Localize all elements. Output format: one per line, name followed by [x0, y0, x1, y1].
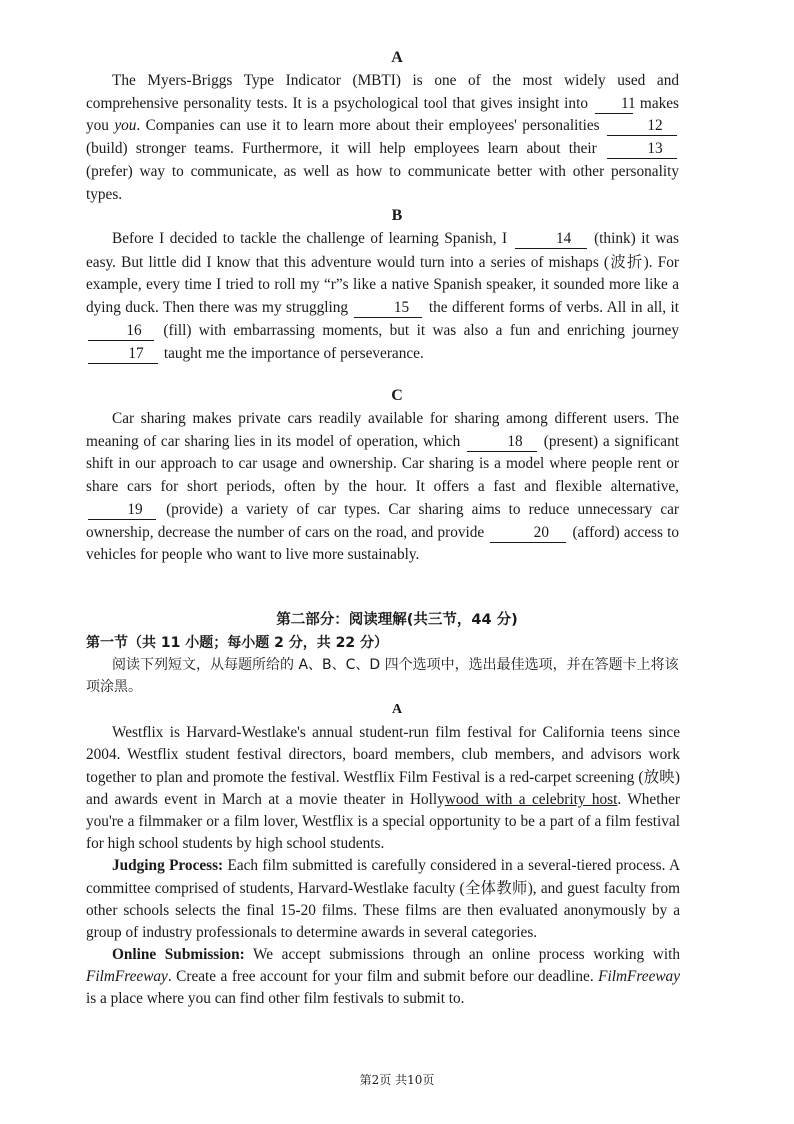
section-c-passage — [86, 408, 679, 567]
passage-a-p3 — [86, 944, 680, 1010]
text: (fill) with embarrassing moments, but it was also a fun and enriching journey — [156, 321, 679, 339]
text: Westflix is Harvard-Westlake's annual student-run film festival for California teens since 2004. Westflix student festival directors, board members, club members, and advisors work together to plan and promote the festival. Westflix Film Festival is a red-carpet screening ( — [86, 724, 680, 786]
blank-20[interactable]: 20 — [490, 524, 566, 543]
part2-title: 第二部分：阅读理解(共三节，44 分) — [276, 612, 518, 628]
text: The Myers-Briggs Type Indicator (MBTI) is one of the most widely used and comprehensive personality tests. It is a psychological tool that gives insight into — [86, 72, 679, 112]
blank-13[interactable]: 13 — [607, 140, 677, 159]
blank-17[interactable]: 17 — [88, 345, 158, 364]
text: makes you — [86, 94, 679, 135]
blank-11[interactable]: 11 — [595, 95, 633, 114]
text: We accept submissions through an online process working with — [244, 946, 680, 963]
section-b-passage — [86, 228, 679, 365]
blank-16[interactable]: 16 — [88, 322, 154, 341]
blank-18[interactable]: 18 — [467, 433, 537, 452]
text-cn: 波折 — [609, 252, 644, 271]
text-italic: you — [114, 117, 137, 135]
text: Each film submitted is carefully considered in a several-tiered process. A committee comprised of students, Harvard-Westlake faculty ( — [86, 857, 680, 897]
blank-15[interactable]: 15 — [354, 299, 422, 318]
page-footer: 第2页 共10页 — [359, 1073, 435, 1087]
text-italic: FilmFreeway — [86, 968, 168, 985]
text: ), and guest faculty from other schools selects the final 15-20 films. These films are then evaluated anonymously by a group of industry professionals to determine awards in several categories. — [86, 880, 680, 941]
text: Car sharing makes private cars readily available for sharing among different users. The meaning of car sharing lies in its model of operation, which — [86, 410, 679, 450]
text: . Companies can use it to learn more about their employees' personalities — [136, 117, 605, 135]
part2-instructions — [86, 632, 679, 698]
text-cn: 放映 — [643, 768, 675, 786]
text: (present) a significant shift in our approach to car usage and ownership. Car sharing is a model where people rent or share cars for short periods, often by the hour. It offers a fast and flexible alternative, — [86, 432, 679, 496]
text: taught me the importance of perseverance. — [160, 344, 424, 362]
passage-a-heading: A — [391, 702, 403, 717]
text: ). For example, every time I tried to roll my “r”s like a native Spanish speaker, it sounded more like a dying duck. Then there was my struggling — [86, 253, 679, 317]
blank-19[interactable]: 19 — [88, 501, 156, 520]
text: (think) it was easy. But little did I know that this adventure would turn into a series of mishaps ( — [86, 230, 679, 271]
instruction-text: 阅读下列短文，从每题所给的 A、B、C、D 四个选项中，选出最佳选项，并在答题卡上将该项涂黑。 — [86, 657, 679, 695]
text-cn: 全体教师 — [464, 879, 528, 897]
subsection-title: 第一节（共 11 小题；每小题 2 分，共 22 分） — [86, 635, 388, 651]
text: . Create a free account for your film and submit before our deadline. — [167, 968, 599, 985]
text: ) and awards event in March at a movie theater in Holly — [86, 769, 680, 808]
label-bold: Online Submission: — [112, 946, 245, 963]
section-c-heading: C — [391, 387, 403, 404]
passage-a-p2 — [86, 855, 680, 944]
text: (build) stronger teams. Furthermore, it will help employees learn about their — [86, 140, 605, 158]
passage-a-p1 — [86, 722, 680, 855]
text-underlined: wood with a celebrity host — [444, 791, 618, 808]
section-a-passage — [86, 70, 679, 206]
text: (prefer) way to communicate, as well as how to communicate better with other personality types. — [86, 162, 679, 203]
text-italic: FilmFreeway — [598, 968, 680, 985]
passage-a — [86, 722, 680, 1010]
section-b-heading: B — [391, 207, 403, 224]
text: (provide) a variety of car types. Car sharing aims to reduce unnecessary car ownership, decrease the number of cars on the road, and provide — [86, 500, 679, 541]
blank-14[interactable]: 14 — [515, 230, 587, 249]
text: the different forms of verbs. All in all, it — [424, 299, 679, 317]
text: is a place where you can find other film festivals to submit to. — [86, 990, 465, 1007]
text: . Whether you're a filmmaker or a film lover, Westflix is a special opportunity to be a part of a film festival for high school students by high school students. — [86, 791, 680, 852]
text: (afford) access to vehicles for people who want to live more sustainably. — [86, 523, 679, 564]
label-bold: Judging Process: — [112, 857, 224, 874]
section-a-heading: A — [391, 49, 403, 66]
blank-12[interactable]: 12 — [607, 117, 677, 136]
text: Before I decided to tackle the challenge of learning Spanish, I — [112, 230, 513, 247]
